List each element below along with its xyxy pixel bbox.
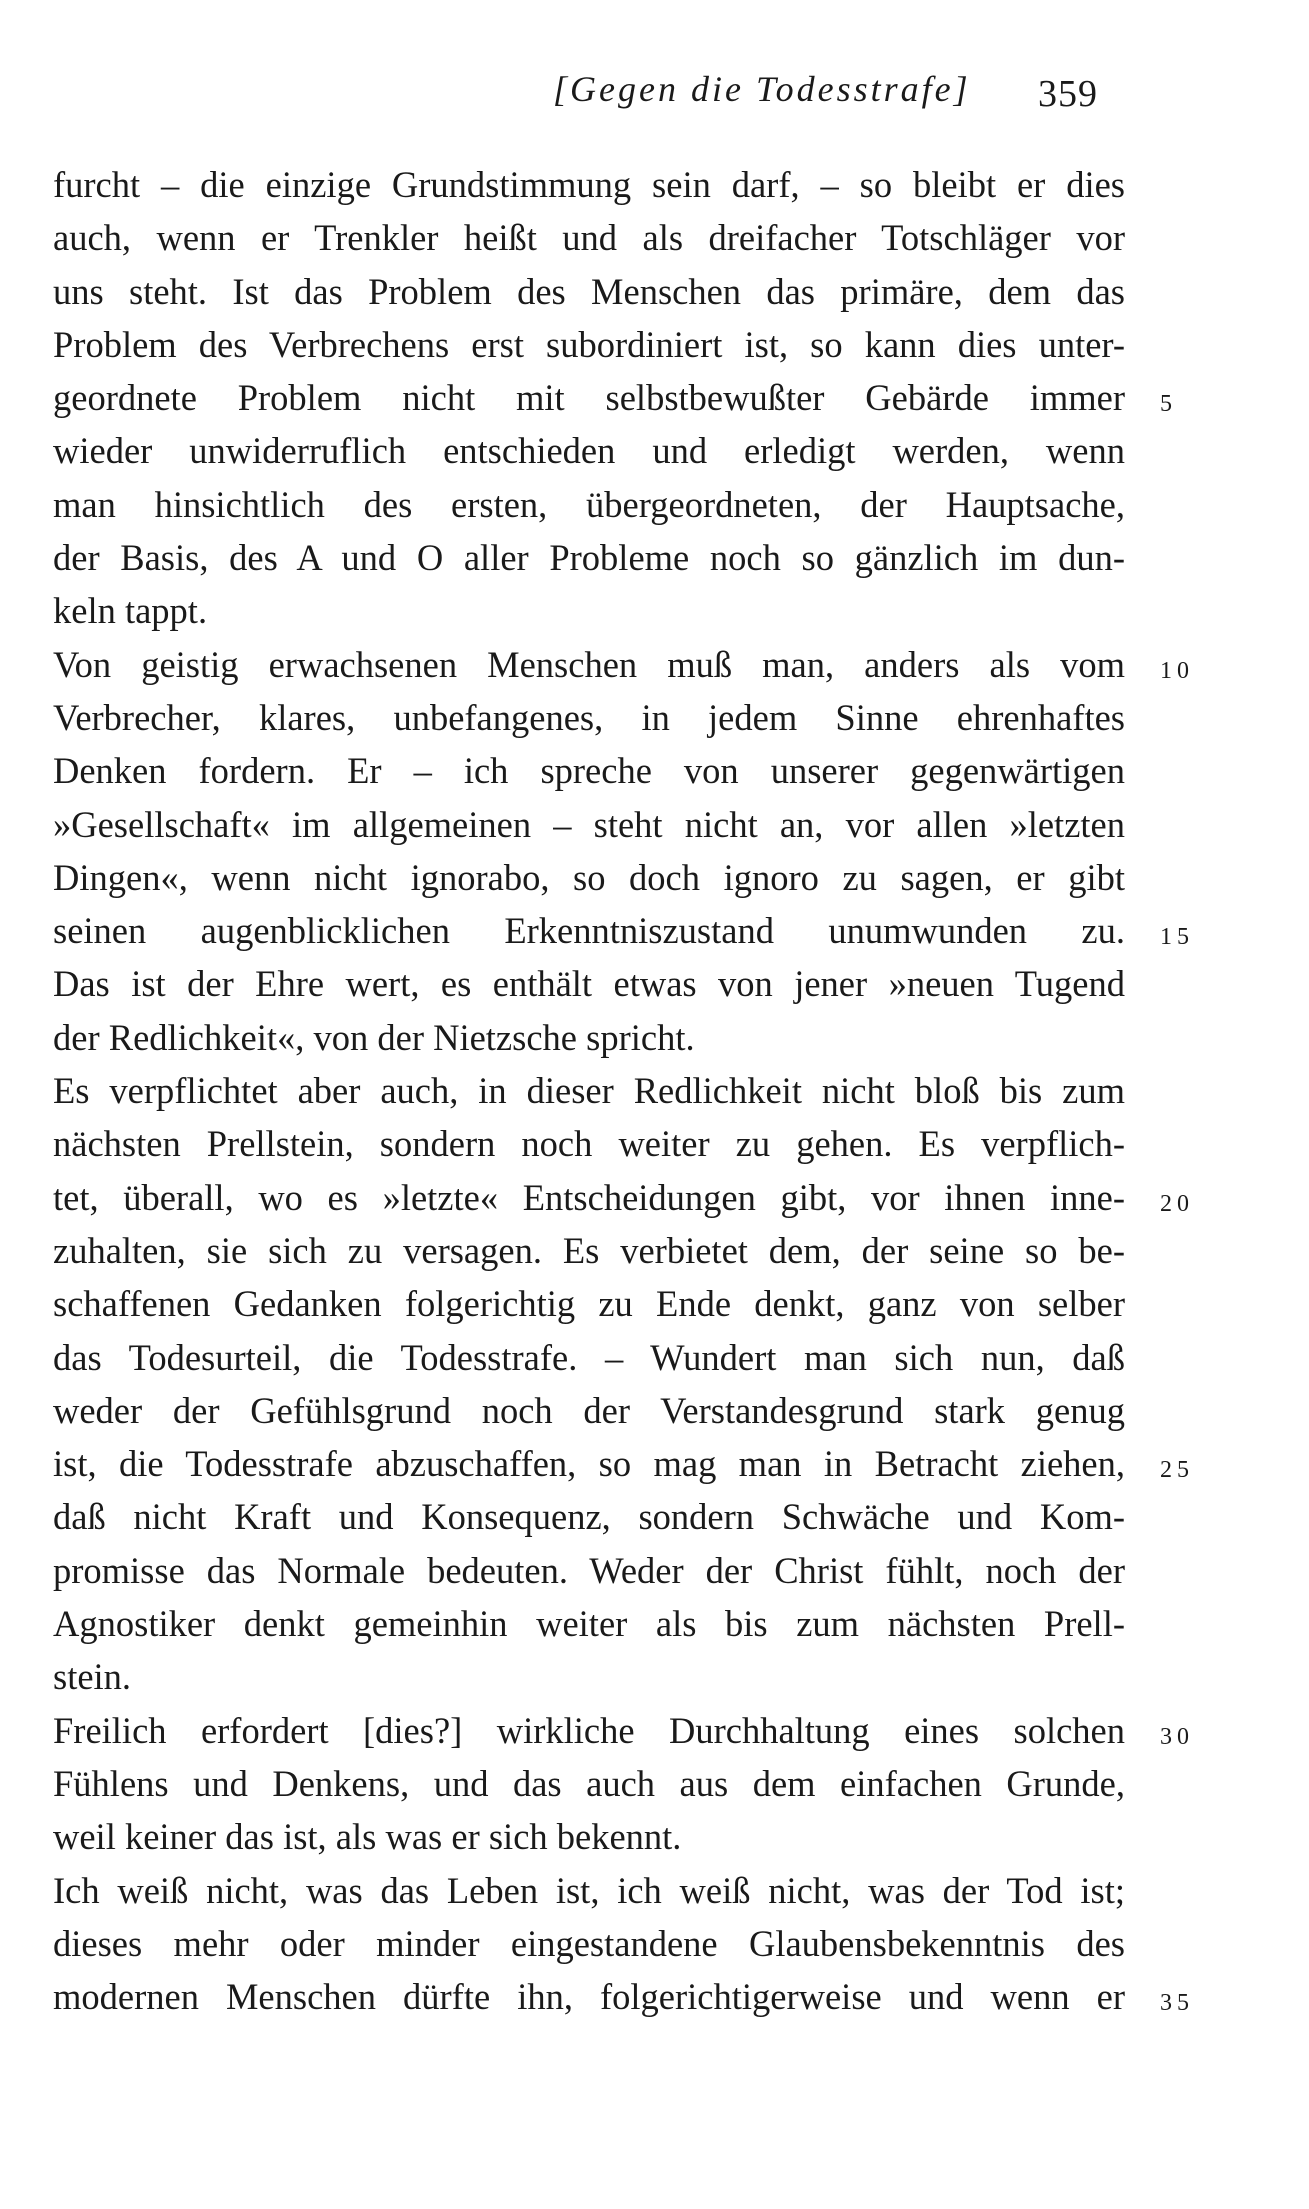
text-line: Dingen«, wenn nicht ignorabo, so doch ignoro zu sagen, er gibt bbox=[53, 856, 1125, 898]
text-line: dieses mehr oder minder eingestandene Glaubensbekenntnis des bbox=[53, 1922, 1125, 1964]
page-number: 359 bbox=[1038, 73, 1098, 115]
line-number: 15 bbox=[1160, 924, 1194, 951]
text-line: wieder unwiderruflich entschieden und erledigt werden, wenn bbox=[53, 430, 1125, 472]
text-line: Ich weiß nicht, was das Leben ist, ich weiß nicht, was der Tod ist; bbox=[53, 1869, 1125, 1911]
text-line: der Basis, des A und O aller Probleme noch so gänzlich im dun- bbox=[53, 537, 1125, 579]
line-number: 25 bbox=[1160, 1457, 1194, 1484]
text-line: Verbrecher, klares, unbefangenes, in jedem Sinne ehrenhaftes bbox=[53, 696, 1125, 738]
text-line: furcht – die einzige Grundstimmung sein darf, – so bleibt er dies bbox=[53, 164, 1125, 205]
text-line: stein. bbox=[53, 1656, 132, 1698]
text-line: tet, überall, wo es »letzte« Entscheidungen gibt, vor ihnen inne- bbox=[53, 1176, 1125, 1218]
text-line: daß nicht Kraft und Konsequenz, sondern Schwäche und Kom- bbox=[53, 1496, 1125, 1538]
text-line: Denken fordern. Er – ich spreche von unserer gegenwärtigen bbox=[53, 750, 1125, 792]
text-line: nächsten Prellstein, sondern noch weiter zu gehen. Es verpflich- bbox=[53, 1123, 1125, 1165]
text-line: der Redlichkeit«, von der Nietzsche spricht. bbox=[53, 1016, 695, 1058]
text-line: Es verpflichtet aber auch, in dieser Redlichkeit nicht bloß bis zum bbox=[53, 1070, 1125, 1112]
text-line: modernen Menschen dürfte ihn, folgerichtigerweise und wenn er bbox=[53, 1976, 1125, 2018]
text-line: auch, wenn er Trenkler heißt und als dreifacher Totschläger vor bbox=[53, 217, 1125, 259]
running-head: [Gegen die Todesstrafe] bbox=[553, 69, 971, 109]
text-line: ist, die Todesstrafe abzuschaffen, so mag man in Betracht ziehen, bbox=[53, 1443, 1125, 1485]
text-line: das Todesurteil, die Todesstrafe. – Wundert man sich nun, daß bbox=[53, 1336, 1125, 1378]
line-number: 5 bbox=[1160, 391, 1177, 418]
text-line: »Gesellschaft« im allgemeinen – steht nicht an, vor allen »letzten bbox=[53, 803, 1125, 845]
text-line: weder der Gefühlsgrund noch der Verstandesgrund stark genug bbox=[53, 1389, 1125, 1431]
text-line: Fühlens und Denkens, und das auch aus dem einfachen Grunde, bbox=[53, 1762, 1125, 1804]
text-line: schaffenen Gedanken folgerichtig zu Ende denkt, ganz von selber bbox=[53, 1283, 1125, 1325]
text-line: Problem des Verbrechens erst subordiniert ist, so kann dies unter- bbox=[53, 323, 1125, 365]
text-line: Von geistig erwachsenen Menschen muß man, anders als vom bbox=[53, 643, 1125, 685]
text-line: Freilich erfordert [dies?] wirkliche Durchhaltung eines solchen bbox=[53, 1709, 1125, 1751]
text-line: Das ist der Ehre wert, es enthält etwas von jener »neuen Tugend bbox=[53, 963, 1125, 1005]
text-line: weil keiner das ist, als was er sich bekennt. bbox=[53, 1816, 682, 1858]
text-line: zuhalten, sie sich zu versagen. Es verbietet dem, der seine so be- bbox=[53, 1229, 1125, 1271]
body-text bbox=[53, 158, 1125, 2023]
line-number: 20 bbox=[1160, 1190, 1194, 1217]
text-line: keln tappt. bbox=[53, 590, 208, 632]
line-number: 10 bbox=[1160, 657, 1194, 684]
text-line: seinen augenblicklichen Erkenntniszustand unumwunden zu. bbox=[53, 910, 1125, 952]
line-number: 35 bbox=[1160, 1990, 1194, 2017]
line-number: 30 bbox=[1160, 1723, 1194, 1750]
text-line: geordnete Problem nicht mit selbstbewußter Gebärde immer bbox=[53, 377, 1125, 419]
text-line: man hinsichtlich des ersten, übergeordneten, der Hauptsache, bbox=[53, 483, 1125, 525]
text-line: Agnostiker denkt gemeinhin weiter als bis zum nächsten Prell- bbox=[53, 1603, 1125, 1645]
text-line: promisse das Normale bedeuten. Weder der Christ fühlt, noch der bbox=[53, 1549, 1125, 1591]
text-line: uns steht. Ist das Problem des Menschen das primäre, dem das bbox=[53, 270, 1125, 312]
